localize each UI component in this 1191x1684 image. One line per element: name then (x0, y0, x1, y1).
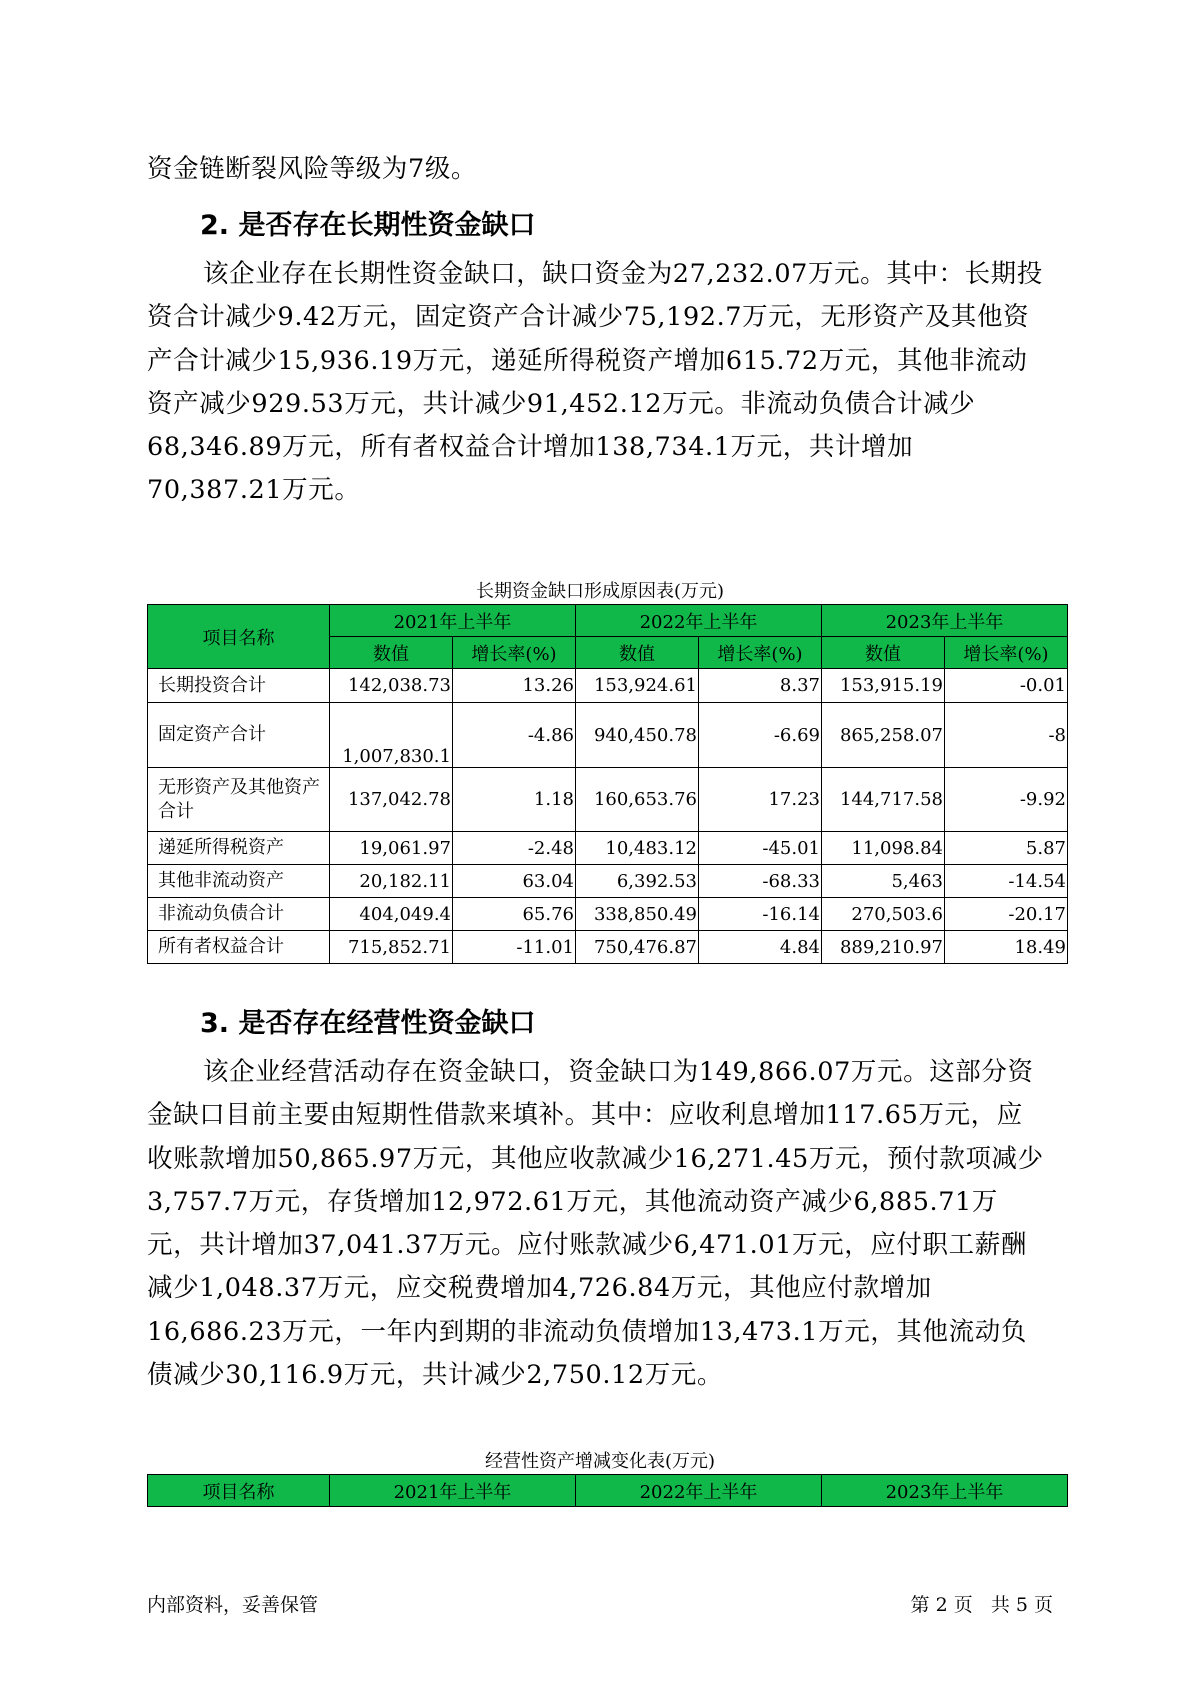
cell-rate: 13.26 (453, 669, 576, 703)
header-value: 数值 (822, 637, 945, 669)
cell-rate: -2.48 (453, 832, 576, 865)
cell-value: 404,049.4 (330, 898, 453, 931)
row-name: 长期投资合计 (148, 669, 330, 703)
cell-value: 6,392.53 (576, 865, 699, 898)
header-growth-rate: 增长率(%) (945, 637, 1068, 669)
footer-left-note: 内部资料，妥善保管 (147, 1594, 319, 1616)
intro-line: 资金链断裂风险等级为7级。 (147, 154, 478, 184)
cell-rate: -45.01 (699, 832, 822, 865)
header-item-name: 项目名称 (148, 605, 330, 669)
table-row (148, 703, 1068, 768)
row-name: 固定资产合计 (148, 703, 330, 768)
row-name: 递延所得税资产 (148, 832, 330, 865)
header-value: 数值 (576, 637, 699, 669)
cell-value: 940,450.78 (576, 703, 699, 768)
table-row (148, 931, 1068, 964)
cell-value: 889,210.97 (822, 931, 945, 964)
cell-value: 153,924.61 (576, 669, 699, 703)
cell-value: 160,653.76 (576, 768, 699, 832)
header-period-2022: 2022年上半年 (576, 1475, 822, 1507)
section-3-heading: 3. 是否存在经营性资金缺口 (200, 1008, 536, 1039)
cell-value: 715,852.71 (330, 931, 453, 964)
cell-rate: 17.23 (699, 768, 822, 832)
table-row (148, 669, 1068, 703)
cell-value: 5,463 (822, 865, 945, 898)
cell-rate: -0.01 (945, 669, 1068, 703)
cell-value: 144,717.58 (822, 768, 945, 832)
operating-assets-table (147, 1474, 1068, 1507)
cell-value: 338,850.49 (576, 898, 699, 931)
table-1-caption: 长期资金缺口形成原因表(万元) (475, 581, 725, 602)
cell-value: 11,098.84 (822, 832, 945, 865)
row-name: 无形资产及其他资产合计 (148, 768, 330, 832)
header-growth-rate: 增长率(%) (453, 637, 576, 669)
cell-rate: 1.18 (453, 768, 576, 832)
cell-value: 153,915.19 (822, 669, 945, 703)
table-2-caption: 经营性资产增减变化表(万元) (484, 1451, 716, 1472)
cell-rate: -9.92 (945, 768, 1068, 832)
header-period-2023: 2023年上半年 (822, 605, 1068, 637)
row-name: 所有者权益合计 (148, 931, 330, 964)
table-row (148, 898, 1068, 931)
cell-rate: 65.76 (453, 898, 576, 931)
cell-value: 20,182.11 (330, 865, 453, 898)
cell-rate: 63.04 (453, 865, 576, 898)
long-term-gap-table (147, 604, 1068, 964)
row-name: 非流动负债合计 (148, 898, 330, 931)
header-period-2021: 2021年上半年 (330, 605, 576, 637)
table-row (148, 832, 1068, 865)
header-period-2022: 2022年上半年 (576, 605, 822, 637)
cell-value: 142,038.73 (330, 669, 453, 703)
cell-rate: 5.87 (945, 832, 1068, 865)
cell-rate: 8.37 (699, 669, 822, 703)
header-period-2021: 2021年上半年 (330, 1475, 576, 1507)
table-row (148, 768, 1068, 832)
cell-value: 10,483.12 (576, 832, 699, 865)
cell-rate: -4.86 (453, 703, 576, 768)
header-period-2023: 2023年上半年 (822, 1475, 1068, 1507)
cell-rate: -6.69 (699, 703, 822, 768)
cell-rate: 4.84 (699, 931, 822, 964)
header-item-name: 项目名称 (148, 1475, 330, 1507)
cell-value: 19,061.97 (330, 832, 453, 865)
cell-rate: -11.01 (453, 931, 576, 964)
cell-value: 270,503.6 (822, 898, 945, 931)
cell-rate: -68.33 (699, 865, 822, 898)
cell-rate: -16.14 (699, 898, 822, 931)
cell-rate: -8 (945, 703, 1068, 768)
cell-value: 137,042.78 (330, 768, 453, 832)
section-2-heading: 2. 是否存在长期性资金缺口 (200, 210, 536, 241)
table-row (148, 865, 1068, 898)
cell-value: 865,258.07 (822, 703, 945, 768)
section-3-paragraph: 该企业经营活动存在资金缺口，资金缺口为149,866.07万元。这部分资金缺口目前主要由短期性借款来填补。其中：应收利息增加117.65万元，应收账款增加50,865.97万元，其他应收款减少16,271.45万元，预付款项减少3,757.7万元，存货增加12,972.61万元，其他流动资产减少6,885.71万元，共计增加37,041.37万元。应付账款减少6,471.01万元，应付职工薪酬减少1,048.37万元，应交税费增加4,726.84万元，其他应付款增加16,686.23万元，一年内到期的非流动负债增加13,473.1万元，其他流动负债减少30,116.9万元，共计减少2,750.12万元。 (147, 1057, 1044, 1391)
header-value: 数值 (330, 637, 453, 669)
cell-rate: -20.17 (945, 898, 1068, 931)
cell-value: 750,476.87 (576, 931, 699, 964)
cell-rate: 18.49 (945, 931, 1068, 964)
row-name: 其他非流动资产 (148, 865, 330, 898)
cell-value: 1,007,830.1 (330, 703, 453, 768)
header-growth-rate: 增长率(%) (699, 637, 822, 669)
section-2-paragraph: 该企业存在长期性资金缺口，缺口资金为27,232.07万元。其中：长期投资合计减少9.42万元，固定资产合计减少75,192.7万元，无形资产及其他资产合计减少15,936.19万元，递延所得税资产增加615.72万元，其他非流动资产减少929.53万元，共计减少91,452.12万元。非流动负债合计减少68,346.89万元，所有者权益合计增加138,734.1万元，共计增加70,387.21万元。 (147, 259, 1043, 506)
cell-rate: -14.54 (945, 865, 1068, 898)
footer-page-number: 第 2 页 共 5 页 (910, 1594, 1053, 1616)
